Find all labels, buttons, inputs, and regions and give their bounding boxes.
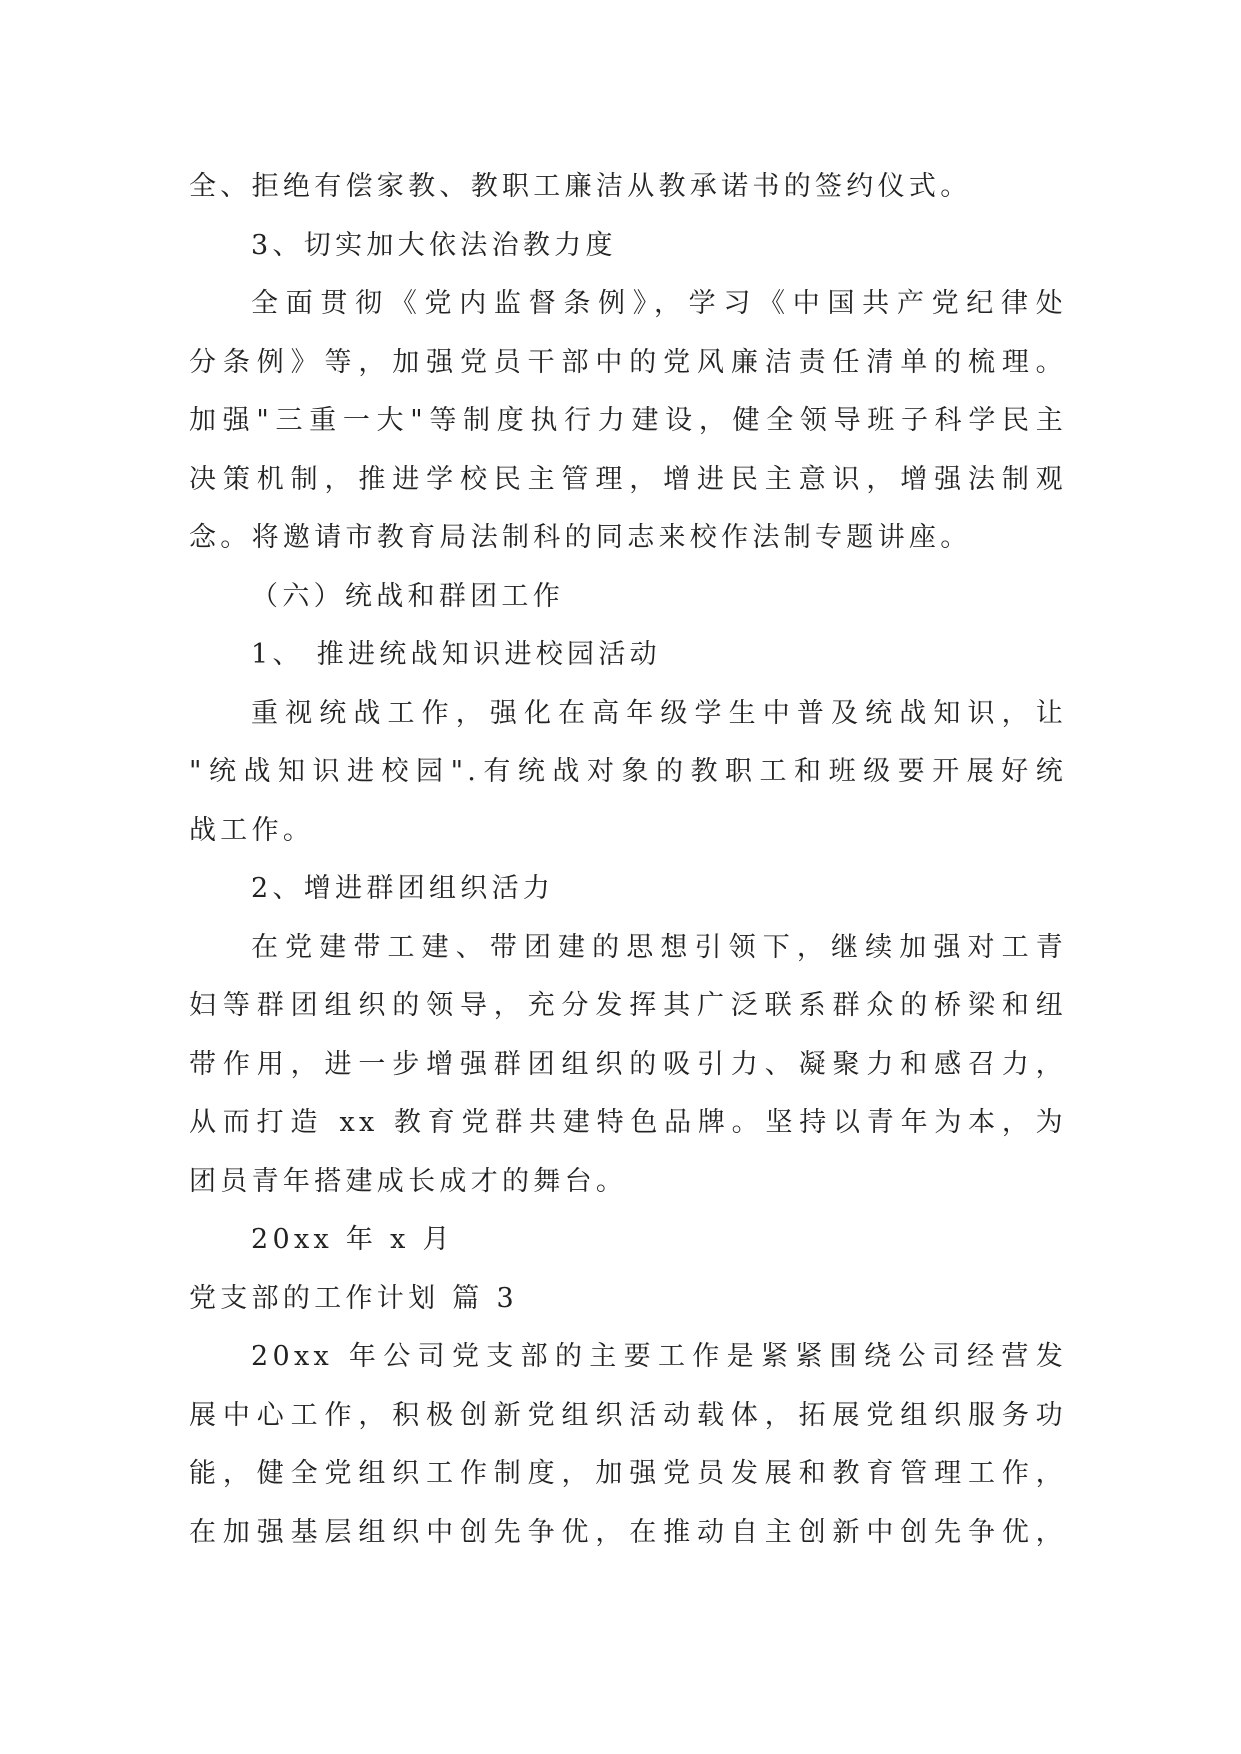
paragraph-line: 在党建带工建、带团建的思想引领下，继续加强对工青: [251, 931, 1067, 963]
paragraph-line: 决策机制，推进学校民主管理，增进民主意识，增强法制观: [189, 463, 1067, 495]
paragraph-line: 能，健全党组织工作制度，加强党员发展和教育管理工作，: [189, 1458, 1067, 1489]
paragraph-line: 全、拒绝有偿家教、教职工廉洁从教承诺书的签约仪式。: [189, 171, 972, 202]
section-6-point-1: [189, 626, 1067, 860]
section-6-block: [189, 568, 1067, 1212]
point-heading: 1、 推进统战知识进校园活动: [251, 639, 661, 670]
article-intro: [189, 1328, 1067, 1562]
paragraph-line: 重视统战工作，强化在高年级学生中普及统战知识，让: [251, 697, 1067, 729]
paragraph-line: 加强"三重一大"等制度执行力建设，健全领导班子科学民主: [189, 405, 1067, 436]
paragraph-line: 20xx 年公司党支部的主要工作是紧紧围绕公司经营发: [251, 1341, 1067, 1372]
paragraph-line: 团员青年搭建成长成才的舞台。: [189, 1165, 628, 1197]
article-title: 党支部的工作计划 篇 3: [189, 1282, 518, 1314]
paragraph-line: 展中心工作，积极创新党组织活动载体，拓展党组织服务功: [189, 1399, 1067, 1431]
paragraph-line: "统战知识进校园".有统战对象的教职工和班级要开展好统: [189, 756, 1067, 787]
continued-paragraph: [189, 158, 1067, 217]
document-date: 20xx 年 x 月: [251, 1224, 454, 1255]
paragraph-line: 分条例》等，加强党员干部中的党风廉洁责任清单的梳理。: [189, 346, 1067, 378]
section-heading: （六）统战和群团工作: [251, 580, 564, 612]
document-body: [189, 158, 1067, 1562]
section-6-point-2: [189, 860, 1067, 1211]
paragraph-line: 全面贯彻《党内监督条例》，学习《中国共产党纪律处: [251, 288, 1067, 319]
paragraph-line: 在加强基层组织中创先争优，在推动自主创新中创先争优，: [189, 1516, 1067, 1548]
paragraph-line: 妇等群团组织的领导，充分发挥其广泛联系群众的桥梁和纽: [189, 990, 1067, 1021]
paragraph-line: 战工作。: [189, 814, 315, 846]
paragraph-line: 从而打造 xx 教育党群共建特色品牌。坚持以青年为本，为: [189, 1107, 1067, 1138]
paragraph-line: 念。将邀请市教育局法制科的同志来校作法制专题讲座。: [189, 522, 972, 553]
point-heading: 2、增进群团组织活力: [251, 873, 555, 904]
paragraph-line: 带作用，进一步增强群团组织的吸引力、凝聚力和感召力，: [189, 1048, 1067, 1080]
point-heading: 3、切实加大依法治教力度: [251, 229, 617, 261]
point-3-block: [189, 217, 1067, 568]
